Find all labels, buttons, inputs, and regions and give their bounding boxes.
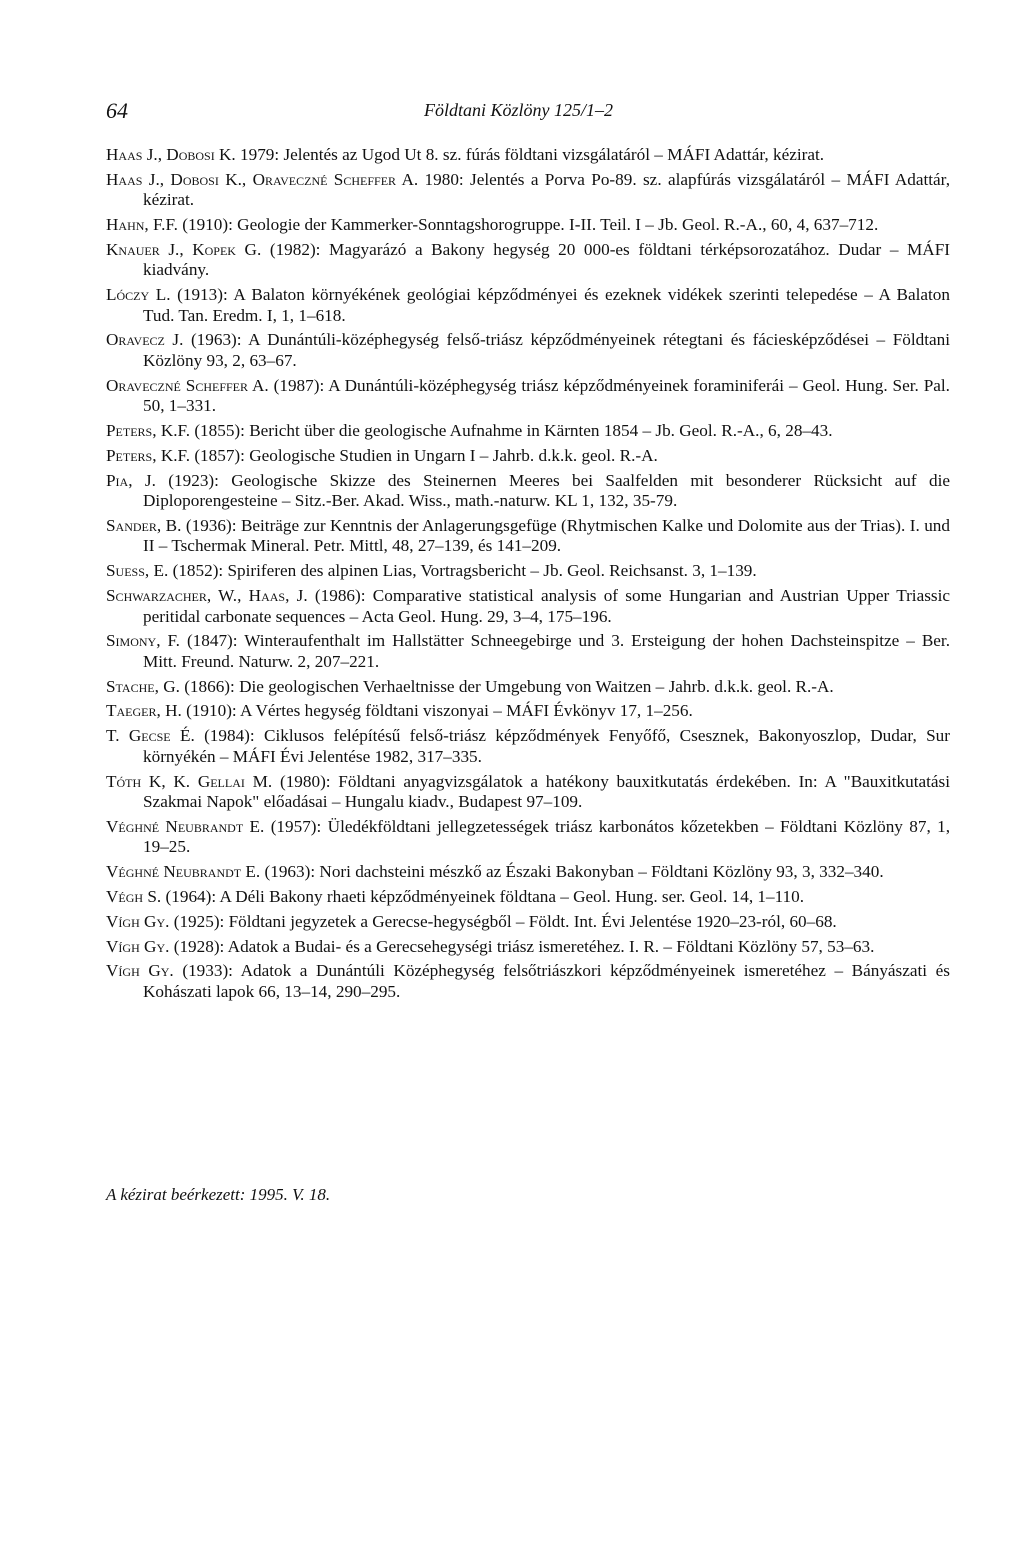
reference-authors: Vígh Gy. xyxy=(106,936,170,956)
reference-text: (1963): A Dunántúli-középhegység felső-triász képződményeinek rétegtani és fáciesképződései – Földtani Közlöny 93, 2, 63–67. xyxy=(143,330,950,370)
reference-text: 1980: Jelentés a Porva Po-89. sz. alapfúrás vizsgálatáról – MÁFI Adattár, kézirat. xyxy=(143,169,950,210)
reference-text: (1936): Beiträge zur Kenntnis der Anlagerungsgefüge (Rhytmischen Kalke und Dolomite aus der Trias). I. und II – Tschermak Mineral. Petr. Mittl, 48, 27–139, és 141–209. xyxy=(143,515,950,556)
reference-entry xyxy=(106,471,950,512)
reference-entry xyxy=(106,145,950,166)
reference-entry xyxy=(106,772,950,813)
reference-text: (1913): A Balaton környékének geológiai képződményei és ezeknek vidékek szerinti telepedése – A Balaton Tud. Tan. Eredm. I, 1, 1–618. xyxy=(143,285,950,325)
reference-text: (1980): Földtani anyagvizsgálatok a hatékony bauxitkutatás érdekében. In: A "Bauxitkutatási Szakmai Napok" előadásai – Hungalu kiadv., Budapest 97–109. xyxy=(143,771,950,812)
reference-text: (1963): Nori dachsteini mészkő az Északi Bakonyban – Földtani Közlöny 93, 3, 332–340. xyxy=(260,862,884,882)
reference-authors: Véghné Neubrandt E. xyxy=(106,862,261,882)
reference-text: (1923): Geologische Skizze des Steinernen Meeres bei Saalfelden mit besonderer Rücksicht auf die Diploporengesteine – Sitz.-Ber. Akad. Wiss., math.-naturw. KL 1, 132, 35-79. xyxy=(143,470,950,511)
reference-entry xyxy=(106,330,950,371)
reference-authors: Haas J., Dobosi K., Oraveczné Scheffer A. xyxy=(106,169,419,189)
reference-authors: T. Gecse É. xyxy=(106,726,195,746)
reference-text: (1847): Winteraufenthalt im Hallstätter Schneegebirge und 3. Ersteigung der hohen Dachsteinspitze – Ber. Mitt. Freund. Naturw. 2, 207–221. xyxy=(143,631,950,671)
reference-text: (1857): Geologische Studien in Ungarn I – Jahrb. d.k.k. geol. R.-A. xyxy=(190,445,658,465)
reference-authors: Vígh Gy. xyxy=(106,911,170,931)
reference-authors: Simony, F. xyxy=(106,631,180,651)
reference-entry xyxy=(106,912,950,933)
reference-authors: Taeger, H. xyxy=(106,701,182,721)
reference-entry xyxy=(106,887,950,908)
reference-text: (1928): Adatok a Budai- és a Gerecsehegységi triász ismeretéhez. I. R. – Földtani Közlöny 57, 53–63. xyxy=(169,936,875,956)
reference-authors: Peters, K.F. xyxy=(106,445,191,465)
reference-entry xyxy=(106,631,950,672)
reference-text: (1866): Die geologischen Verhaeltnisse der Umgebung von Waitzen – Jahrb. d.k.k. geol. R.-A. xyxy=(179,676,834,696)
reference-authors: Sander, B. xyxy=(106,515,182,535)
reference-authors: Stache, G. xyxy=(106,676,180,696)
reference-entry xyxy=(106,726,950,767)
reference-entry xyxy=(106,516,950,557)
reference-text: (1910): A Vértes hegység földtani viszonyai – MÁFI Évkönyv 17, 1–256. xyxy=(181,701,693,721)
reference-text: (1987): A Dunántúli-középhegység triász képződményeinek foraminiferái – Geol. Hung. Ser. Pal. 50, 1–331. xyxy=(143,375,950,416)
reference-text: (1855): Bericht über die geologische Aufnahme in Kärnten 1854 – Jb. Geol. R.-A., 6, 28–43. xyxy=(190,421,833,441)
reference-text: (1925): Földtani jegyzetek a Gerecse-hegységből – Földt. Int. Évi Jelentése 1920–23-ról, 60–68. xyxy=(169,911,837,931)
reference-authors: Suess, E. xyxy=(106,561,169,581)
reference-entry xyxy=(106,677,950,698)
reference-authors: Peters, K.F. xyxy=(106,421,191,441)
reference-text: (1933): Adatok a Dunántúli Középhegység felsőtriászkori képződményeinek ismeretéhez – Bányászati és Kohászati lapok 66, 13–14, 290–295. xyxy=(143,961,950,1001)
reference-authors: Knauer J., Kopek G. xyxy=(106,239,262,259)
reference-authors: Haas J., Dobosi K. xyxy=(106,145,236,164)
reference-text: 1979: Jelentés az Ugod Ut 8. sz. fúrás földtani vizsgálatáról – MÁFI Adattár, kézirat. xyxy=(235,145,825,164)
reference-authors: Végh S. xyxy=(106,886,162,906)
reference-list xyxy=(106,145,950,1007)
reference-authors: Véghné Neubrandt E. xyxy=(106,816,265,836)
reference-text: (1986): Comparative statistical analysis of some Hungarian and Austrian Upper Triassic peritidal carbonate sequences – Acta Geol. Hung. 29, 3–4, 175–196. xyxy=(143,586,950,626)
reference-entry xyxy=(106,170,950,211)
reference-entry xyxy=(106,937,950,958)
reference-authors: Hahn, F.F. xyxy=(106,215,178,235)
page-number: 64 xyxy=(106,98,128,123)
reference-entry xyxy=(106,285,950,326)
reference-authors: Schwarzacher, W., Haas, J. xyxy=(106,586,308,606)
reference-entry xyxy=(106,961,950,1002)
reference-text: (1957): Üledékföldtani jellegzetességek triász karbonátos kőzetekben – Földtani Közlöny 87, 1, 19–25. xyxy=(143,816,950,857)
reference-authors: Oravecz J. xyxy=(106,330,184,350)
page-header xyxy=(106,98,950,128)
reference-entry xyxy=(106,586,950,627)
reference-entry xyxy=(106,240,950,281)
reference-authors: Vígh Gy. xyxy=(106,961,174,981)
reference-entry xyxy=(106,446,950,467)
manuscript-received-note: A kézirat beérkezett: 1995. V. 18. xyxy=(106,1185,331,1204)
reference-text: (1984): Ciklusos felépítésű felső-triász képződmények Fenyőfő, Csesznek, Bakonyoszlop, Dudar, Sur környékén – MÁFI Évi Jelentése 1982, 317–335. xyxy=(143,726,950,766)
reference-authors: Oraveczné Scheffer A. xyxy=(106,375,269,395)
journal-running-title: Földtani Közlöny 125/1–2 xyxy=(424,100,613,120)
reference-entry xyxy=(106,561,950,582)
reference-text: (1852): Spiriferen des alpinen Lias, Vortragsbericht – Jb. Geol. Reichsanst. 3, 1–139. xyxy=(168,561,757,581)
reference-entry xyxy=(106,701,950,722)
reference-entry xyxy=(106,215,950,236)
reference-entry xyxy=(106,817,950,858)
reference-text: (1910): Geologie der Kammerker-Sonntagshorogruppe. I-II. Teil. I – Jb. Geol. R.-A., 60, 4, 637–712. xyxy=(177,215,879,235)
reference-authors: Tóth K, K. Gellai M. xyxy=(106,771,273,791)
reference-entry xyxy=(106,421,950,442)
reference-authors: Pia, J. xyxy=(106,470,156,490)
reference-text: (1982): Magyarázó a Bakony hegység 20 000-es földtani térképsorozatához. Dudar – MÁFI kiadvány. xyxy=(143,239,950,280)
reference-text: (1964): A Déli Bakony rhaeti képződményeinek földtana – Geol. Hung. ser. Geol. 14, 1–110. xyxy=(161,886,805,906)
reference-entry xyxy=(106,862,950,883)
reference-entry xyxy=(106,376,950,417)
reference-authors: Lóczy L. xyxy=(106,285,171,305)
